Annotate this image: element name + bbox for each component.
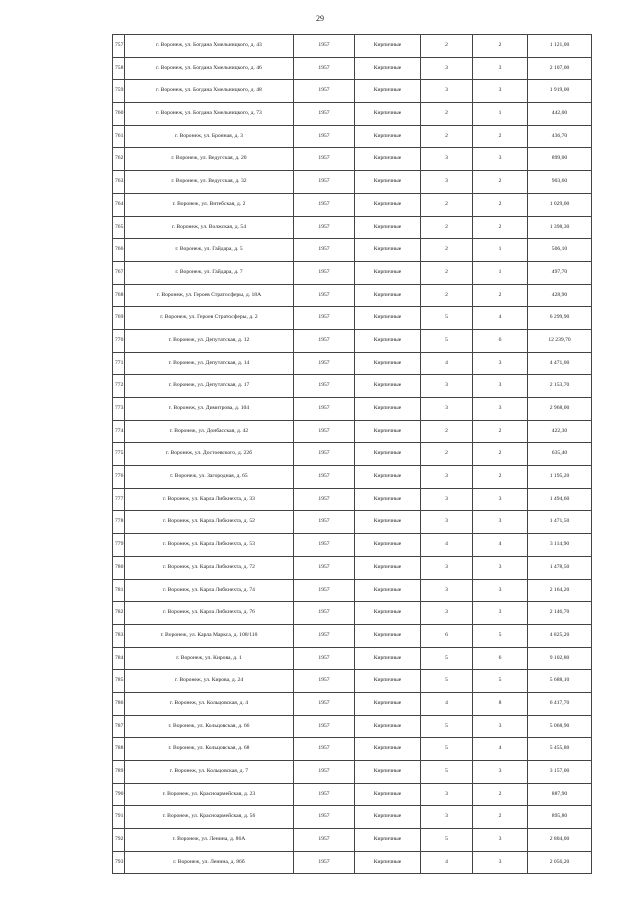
cell-year-built: 1957 [294, 398, 355, 421]
cell-row-number: 784 [113, 647, 125, 670]
table-row [113, 307, 592, 330]
cell-wall-material: Кирпичные [355, 398, 421, 421]
cell-address: г. Воронеж, ул. Богдана Хмельницкого, д. 48 [125, 80, 294, 103]
cell-address: г. Воронеж, ул. Загородная, д. 65 [125, 466, 294, 489]
cell-entrances: 3 [473, 602, 528, 625]
table-row [113, 488, 592, 511]
table-row [113, 466, 592, 489]
cell-address: г. Воронеж, ул. Достоевского, д. 22б [125, 443, 294, 466]
cell-area: 3 157,00 [528, 761, 592, 784]
cell-floors: 2 [421, 193, 473, 216]
cell-address: г. Воронеж, ул. Гайдара, д. 7 [125, 261, 294, 284]
cell-row-number: 788 [113, 738, 125, 761]
cell-year-built: 1957 [294, 193, 355, 216]
cell-floors: 5 [421, 307, 473, 330]
cell-floors: 3 [421, 511, 473, 534]
cell-area: 903,60 [528, 171, 592, 194]
cell-floors: 4 [421, 534, 473, 557]
cell-wall-material: Кирпичные [355, 103, 421, 126]
cell-area: 5 455,80 [528, 738, 592, 761]
cell-floors: 2 [421, 443, 473, 466]
table-row [113, 125, 592, 148]
table-row [113, 80, 592, 103]
table-row [113, 602, 592, 625]
page-number: 29 [316, 14, 324, 23]
cell-address: г. Воронеж, ул. Бронная, д. 3 [125, 125, 294, 148]
cell-year-built: 1957 [294, 103, 355, 126]
cell-floors: 3 [421, 398, 473, 421]
cell-floors: 3 [421, 80, 473, 103]
table-row [113, 239, 592, 262]
cell-floors: 3 [421, 806, 473, 829]
cell-wall-material: Кирпичные [355, 193, 421, 216]
cell-wall-material: Кирпичные [355, 443, 421, 466]
cell-wall-material: Кирпичные [355, 534, 421, 557]
table-row [113, 329, 592, 352]
cell-entrances: 3 [473, 579, 528, 602]
cell-wall-material: Кирпичные [355, 624, 421, 647]
table-row [113, 624, 592, 647]
cell-entrances: 2 [473, 466, 528, 489]
table-row [113, 398, 592, 421]
cell-entrances: 2 [473, 420, 528, 443]
cell-address: г. Воронеж, ул. Депутатская, д. 14 [125, 352, 294, 375]
cell-area: 1 398,30 [528, 216, 592, 239]
cell-area: 2 146,70 [528, 602, 592, 625]
cell-wall-material: Кирпичные [355, 329, 421, 352]
cell-floors: 5 [421, 715, 473, 738]
cell-wall-material: Кирпичные [355, 80, 421, 103]
cell-row-number: 776 [113, 466, 125, 489]
cell-year-built: 1957 [294, 239, 355, 262]
cell-year-built: 1957 [294, 534, 355, 557]
cell-entrances: 3 [473, 148, 528, 171]
cell-entrances: 4 [473, 534, 528, 557]
cell-entrances: 3 [473, 556, 528, 579]
table-row [113, 420, 592, 443]
cell-year-built: 1957 [294, 329, 355, 352]
cell-row-number: 787 [113, 715, 125, 738]
cell-wall-material: Кирпичные [355, 148, 421, 171]
cell-area: 2 107,00 [528, 57, 592, 80]
cell-row-number: 773 [113, 398, 125, 421]
cell-address: г. Воронеж, ул. Кольцовская, д. 7 [125, 761, 294, 784]
cell-area: 5 688,10 [528, 670, 592, 693]
cell-row-number: 789 [113, 761, 125, 784]
cell-area: 9 102,80 [528, 647, 592, 670]
cell-area: 2 968,00 [528, 398, 592, 421]
cell-floors: 4 [421, 352, 473, 375]
table-row [113, 738, 592, 761]
cell-floors: 3 [421, 488, 473, 511]
table-row [113, 352, 592, 375]
cell-entrances: 3 [473, 57, 528, 80]
table-row [113, 579, 592, 602]
cell-year-built: 1957 [294, 579, 355, 602]
cell-wall-material: Кирпичные [355, 488, 421, 511]
cell-wall-material: Кирпичные [355, 602, 421, 625]
cell-entrances: 3 [473, 352, 528, 375]
cell-year-built: 1957 [294, 511, 355, 534]
cell-row-number: 767 [113, 261, 125, 284]
cell-entrances: 1 [473, 103, 528, 126]
cell-floors: 4 [421, 851, 473, 874]
cell-year-built: 1957 [294, 420, 355, 443]
cell-year-built: 1957 [294, 375, 355, 398]
cell-row-number: 757 [113, 35, 125, 58]
cell-floors: 3 [421, 171, 473, 194]
cell-floors: 5 [421, 761, 473, 784]
cell-wall-material: Кирпичные [355, 352, 421, 375]
cell-area: 1 478,50 [528, 556, 592, 579]
cell-address: г. Воронеж, ул. Карла Либкнехта, д. 53 [125, 534, 294, 557]
cell-area: 887,90 [528, 783, 592, 806]
cell-floors: 2 [421, 103, 473, 126]
cell-year-built: 1957 [294, 171, 355, 194]
cell-wall-material: Кирпичные [355, 670, 421, 693]
table-row [113, 556, 592, 579]
cell-entrances: 2 [473, 806, 528, 829]
cell-floors: 2 [421, 35, 473, 58]
cell-floors: 2 [421, 216, 473, 239]
cell-entrances: 2 [473, 783, 528, 806]
cell-entrances: 3 [473, 851, 528, 874]
cell-year-built: 1957 [294, 352, 355, 375]
cell-area: 422,30 [528, 420, 592, 443]
cell-row-number: 768 [113, 284, 125, 307]
table-row [113, 216, 592, 239]
cell-floors: 3 [421, 556, 473, 579]
cell-area: 5 068,90 [528, 715, 592, 738]
cell-floors: 2 [421, 420, 473, 443]
cell-address: г. Воронеж, ул. Депутатская, д. 17 [125, 375, 294, 398]
cell-year-built: 1957 [294, 261, 355, 284]
table-row [113, 284, 592, 307]
cell-floors: 6 [421, 624, 473, 647]
cell-area: 4 825,20 [528, 624, 592, 647]
cell-area: 2 056,20 [528, 851, 592, 874]
cell-row-number: 786 [113, 692, 125, 715]
cell-area: 1 494,60 [528, 488, 592, 511]
cell-row-number: 790 [113, 783, 125, 806]
cell-entrances: 2 [473, 443, 528, 466]
cell-entrances: 3 [473, 398, 528, 421]
table-row [113, 261, 592, 284]
cell-entrances: 3 [473, 80, 528, 103]
cell-year-built: 1957 [294, 148, 355, 171]
cell-area: 2 164,20 [528, 579, 592, 602]
cell-wall-material: Кирпичные [355, 761, 421, 784]
table-body [113, 35, 592, 874]
cell-address: г. Воронеж, ул. Донбасская, д. 42 [125, 420, 294, 443]
cell-row-number: 770 [113, 329, 125, 352]
cell-address: г. Воронеж, ул. Карла Маркса, д. 108/110 [125, 624, 294, 647]
cell-address: г. Воронеж, ул. Карла Либкнехта, д. 33 [125, 488, 294, 511]
cell-wall-material: Кирпичные [355, 466, 421, 489]
cell-address: г. Воронеж, ул. Карла Либкнехта, д. 52 [125, 511, 294, 534]
cell-area: 4 471,00 [528, 352, 592, 375]
cell-area: 3 114,90 [528, 534, 592, 557]
cell-wall-material: Кирпичные [355, 715, 421, 738]
cell-row-number: 772 [113, 375, 125, 398]
cell-row-number: 765 [113, 216, 125, 239]
cell-wall-material: Кирпичные [355, 806, 421, 829]
cell-floors: 2 [421, 239, 473, 262]
cell-address: г. Воронеж, ул. Богдана Хмельницкого, д. 46 [125, 57, 294, 80]
cell-wall-material: Кирпичные [355, 738, 421, 761]
cell-area: 506,10 [528, 239, 592, 262]
cell-area: 6 417,70 [528, 692, 592, 715]
cell-address: г. Воронеж, ул. Героев Стратосферы, д. 2 [125, 307, 294, 330]
cell-entrances: 1 [473, 239, 528, 262]
cell-address: г. Воронеж, ул. Карла Либкнехта, д. 72 [125, 556, 294, 579]
cell-floors: 5 [421, 329, 473, 352]
cell-row-number: 766 [113, 239, 125, 262]
cell-floors: 5 [421, 670, 473, 693]
cell-row-number: 781 [113, 579, 125, 602]
cell-wall-material: Кирпичные [355, 307, 421, 330]
cell-year-built: 1957 [294, 556, 355, 579]
cell-wall-material: Кирпичные [355, 125, 421, 148]
cell-floors: 3 [421, 783, 473, 806]
cell-year-built: 1957 [294, 466, 355, 489]
cell-year-built: 1957 [294, 307, 355, 330]
cell-entrances: 5 [473, 624, 528, 647]
cell-entrances: 2 [473, 216, 528, 239]
cell-floors: 3 [421, 579, 473, 602]
cell-floors: 3 [421, 57, 473, 80]
table-row [113, 148, 592, 171]
table-row [113, 670, 592, 693]
cell-area: 1 471,50 [528, 511, 592, 534]
cell-area: 895,80 [528, 806, 592, 829]
cell-wall-material: Кирпичные [355, 239, 421, 262]
cell-year-built: 1957 [294, 284, 355, 307]
table-row [113, 829, 592, 852]
cell-area: 899,00 [528, 148, 592, 171]
cell-address: г. Воронеж, ул. Волжская, д. 54 [125, 216, 294, 239]
cell-row-number: 763 [113, 171, 125, 194]
cell-entrances: 2 [473, 125, 528, 148]
cell-wall-material: Кирпичные [355, 783, 421, 806]
cell-year-built: 1957 [294, 443, 355, 466]
cell-wall-material: Кирпичные [355, 851, 421, 874]
cell-wall-material: Кирпичные [355, 57, 421, 80]
cell-entrances: 3 [473, 375, 528, 398]
cell-address: г. Воронеж, ул. Гайдара, д. 5 [125, 239, 294, 262]
cell-row-number: 782 [113, 602, 125, 625]
cell-row-number: 778 [113, 511, 125, 534]
cell-floors: 5 [421, 647, 473, 670]
cell-year-built: 1957 [294, 715, 355, 738]
cell-area: 6 299,90 [528, 307, 592, 330]
cell-entrances: 2 [473, 35, 528, 58]
cell-entrances: 6 [473, 329, 528, 352]
cell-year-built: 1957 [294, 806, 355, 829]
cell-year-built: 1957 [294, 761, 355, 784]
table-row [113, 103, 592, 126]
cell-area: 1 195,20 [528, 466, 592, 489]
cell-row-number: 775 [113, 443, 125, 466]
cell-entrances: 4 [473, 307, 528, 330]
cell-wall-material: Кирпичные [355, 511, 421, 534]
cell-address: г. Воронеж, ул. Кирова, д. 24 [125, 670, 294, 693]
table-row [113, 443, 592, 466]
cell-address: г. Воронеж, ул. Кольцовская, д. 4 [125, 692, 294, 715]
cell-wall-material: Кирпичные [355, 692, 421, 715]
cell-year-built: 1957 [294, 125, 355, 148]
cell-row-number: 762 [113, 148, 125, 171]
cell-row-number: 777 [113, 488, 125, 511]
table-row [113, 35, 592, 58]
cell-row-number: 771 [113, 352, 125, 375]
cell-year-built: 1957 [294, 488, 355, 511]
cell-entrances: 6 [473, 647, 528, 670]
cell-entrances: 3 [473, 761, 528, 784]
cell-area: 428,90 [528, 284, 592, 307]
cell-address: г. Воронеж, ул. Димитрова, д. 104 [125, 398, 294, 421]
cell-entrances: 3 [473, 511, 528, 534]
cell-address: г. Воронеж, ул. Кольцовская, д. 68 [125, 738, 294, 761]
cell-entrances: 2 [473, 193, 528, 216]
cell-row-number: 761 [113, 125, 125, 148]
cell-address: г. Воронеж, ул. Богдана Хмельницкого, д. 43 [125, 35, 294, 58]
cell-row-number: 793 [113, 851, 125, 874]
cell-year-built: 1957 [294, 851, 355, 874]
cell-floors: 2 [421, 261, 473, 284]
table-row [113, 715, 592, 738]
cell-row-number: 769 [113, 307, 125, 330]
cell-row-number: 758 [113, 57, 125, 80]
cell-row-number: 783 [113, 624, 125, 647]
cell-wall-material: Кирпичные [355, 556, 421, 579]
cell-floors: 3 [421, 375, 473, 398]
cell-area: 442,00 [528, 103, 592, 126]
cell-area: 635,40 [528, 443, 592, 466]
table-row [113, 851, 592, 874]
cell-entrances: 3 [473, 488, 528, 511]
cell-area: 2 804,00 [528, 829, 592, 852]
cell-year-built: 1957 [294, 35, 355, 58]
cell-entrances: 4 [473, 738, 528, 761]
cell-floors: 3 [421, 466, 473, 489]
cell-wall-material: Кирпичные [355, 375, 421, 398]
cell-floors: 3 [421, 148, 473, 171]
table-row [113, 534, 592, 557]
cell-entrances: 1 [473, 261, 528, 284]
table-row [113, 806, 592, 829]
table-row [113, 761, 592, 784]
cell-wall-material: Кирпичные [355, 647, 421, 670]
cell-address: г. Воронеж, ул. Витебская, д. 2 [125, 193, 294, 216]
table-row [113, 647, 592, 670]
cell-wall-material: Кирпичные [355, 420, 421, 443]
cell-area: 436,70 [528, 125, 592, 148]
cell-row-number: 792 [113, 829, 125, 852]
cell-address: г. Воронеж, ул. Красноармейская, д. 56 [125, 806, 294, 829]
cell-address: г. Воронеж, ул. Ленина, д. 86А [125, 829, 294, 852]
cell-area: 497,70 [528, 261, 592, 284]
cell-area: 2 153,70 [528, 375, 592, 398]
cell-wall-material: Кирпичные [355, 261, 421, 284]
cell-year-built: 1957 [294, 216, 355, 239]
cell-row-number: 785 [113, 670, 125, 693]
cell-year-built: 1957 [294, 829, 355, 852]
cell-row-number: 780 [113, 556, 125, 579]
cell-area: 12 239,70 [528, 329, 592, 352]
cell-entrances: 3 [473, 715, 528, 738]
cell-address: г. Воронеж, ул. Богдана Хмельницкого, д. 73 [125, 103, 294, 126]
table-row [113, 692, 592, 715]
cell-wall-material: Кирпичные [355, 171, 421, 194]
cell-entrances: 2 [473, 171, 528, 194]
cell-wall-material: Кирпичные [355, 284, 421, 307]
cell-area: 1 121,00 [528, 35, 592, 58]
cell-row-number: 764 [113, 193, 125, 216]
cell-address: г. Воронеж, ул. Ведугская, д. 32 [125, 171, 294, 194]
cell-year-built: 1957 [294, 80, 355, 103]
cell-entrances: 3 [473, 829, 528, 852]
cell-address: г. Воронеж, ул. Кирова, д. 1 [125, 647, 294, 670]
cell-year-built: 1957 [294, 624, 355, 647]
cell-floors: 4 [421, 692, 473, 715]
cell-row-number: 759 [113, 80, 125, 103]
cell-floors: 2 [421, 284, 473, 307]
cell-area: 1 919,00 [528, 80, 592, 103]
cell-entrances: 2 [473, 284, 528, 307]
cell-address: г. Воронеж, ул. Ленина, д. 86б [125, 851, 294, 874]
table-row [113, 375, 592, 398]
cell-year-built: 1957 [294, 738, 355, 761]
cell-floors: 3 [421, 602, 473, 625]
table-row [113, 511, 592, 534]
cell-floors: 5 [421, 829, 473, 852]
cell-wall-material: Кирпичные [355, 35, 421, 58]
cell-floors: 5 [421, 738, 473, 761]
cell-floors: 2 [421, 125, 473, 148]
cell-wall-material: Кирпичные [355, 579, 421, 602]
cell-address: г. Воронеж, ул. Героев Стратосферы, д. 18А [125, 284, 294, 307]
table-row [113, 783, 592, 806]
cell-row-number: 791 [113, 806, 125, 829]
cell-address: г. Воронеж, ул. Красноармейская, д. 23 [125, 783, 294, 806]
cell-address: г. Воронеж, ул. Карла Либкнехта, д. 76 [125, 602, 294, 625]
cell-year-built: 1957 [294, 602, 355, 625]
cell-address: г. Воронеж, ул. Кольцовская, д. 66 [125, 715, 294, 738]
cell-area: 1 029,00 [528, 193, 592, 216]
table-row [113, 171, 592, 194]
cell-wall-material: Кирпичные [355, 216, 421, 239]
cell-year-built: 1957 [294, 692, 355, 715]
cell-row-number: 774 [113, 420, 125, 443]
cell-address: г. Воронеж, ул. Карла Либкнехта, д. 74 [125, 579, 294, 602]
housing-registry-table [112, 34, 592, 874]
cell-year-built: 1957 [294, 647, 355, 670]
cell-address: г. Воронеж, ул. Депутатская, д. 12 [125, 329, 294, 352]
table-row [113, 193, 592, 216]
cell-entrances: 8 [473, 692, 528, 715]
cell-year-built: 1957 [294, 57, 355, 80]
cell-year-built: 1957 [294, 670, 355, 693]
table-row [113, 57, 592, 80]
cell-address: г. Воронеж, ул. Ведугская, д. 20 [125, 148, 294, 171]
cell-wall-material: Кирпичные [355, 829, 421, 852]
cell-entrances: 5 [473, 670, 528, 693]
cell-year-built: 1957 [294, 783, 355, 806]
cell-row-number: 779 [113, 534, 125, 557]
cell-row-number: 760 [113, 103, 125, 126]
